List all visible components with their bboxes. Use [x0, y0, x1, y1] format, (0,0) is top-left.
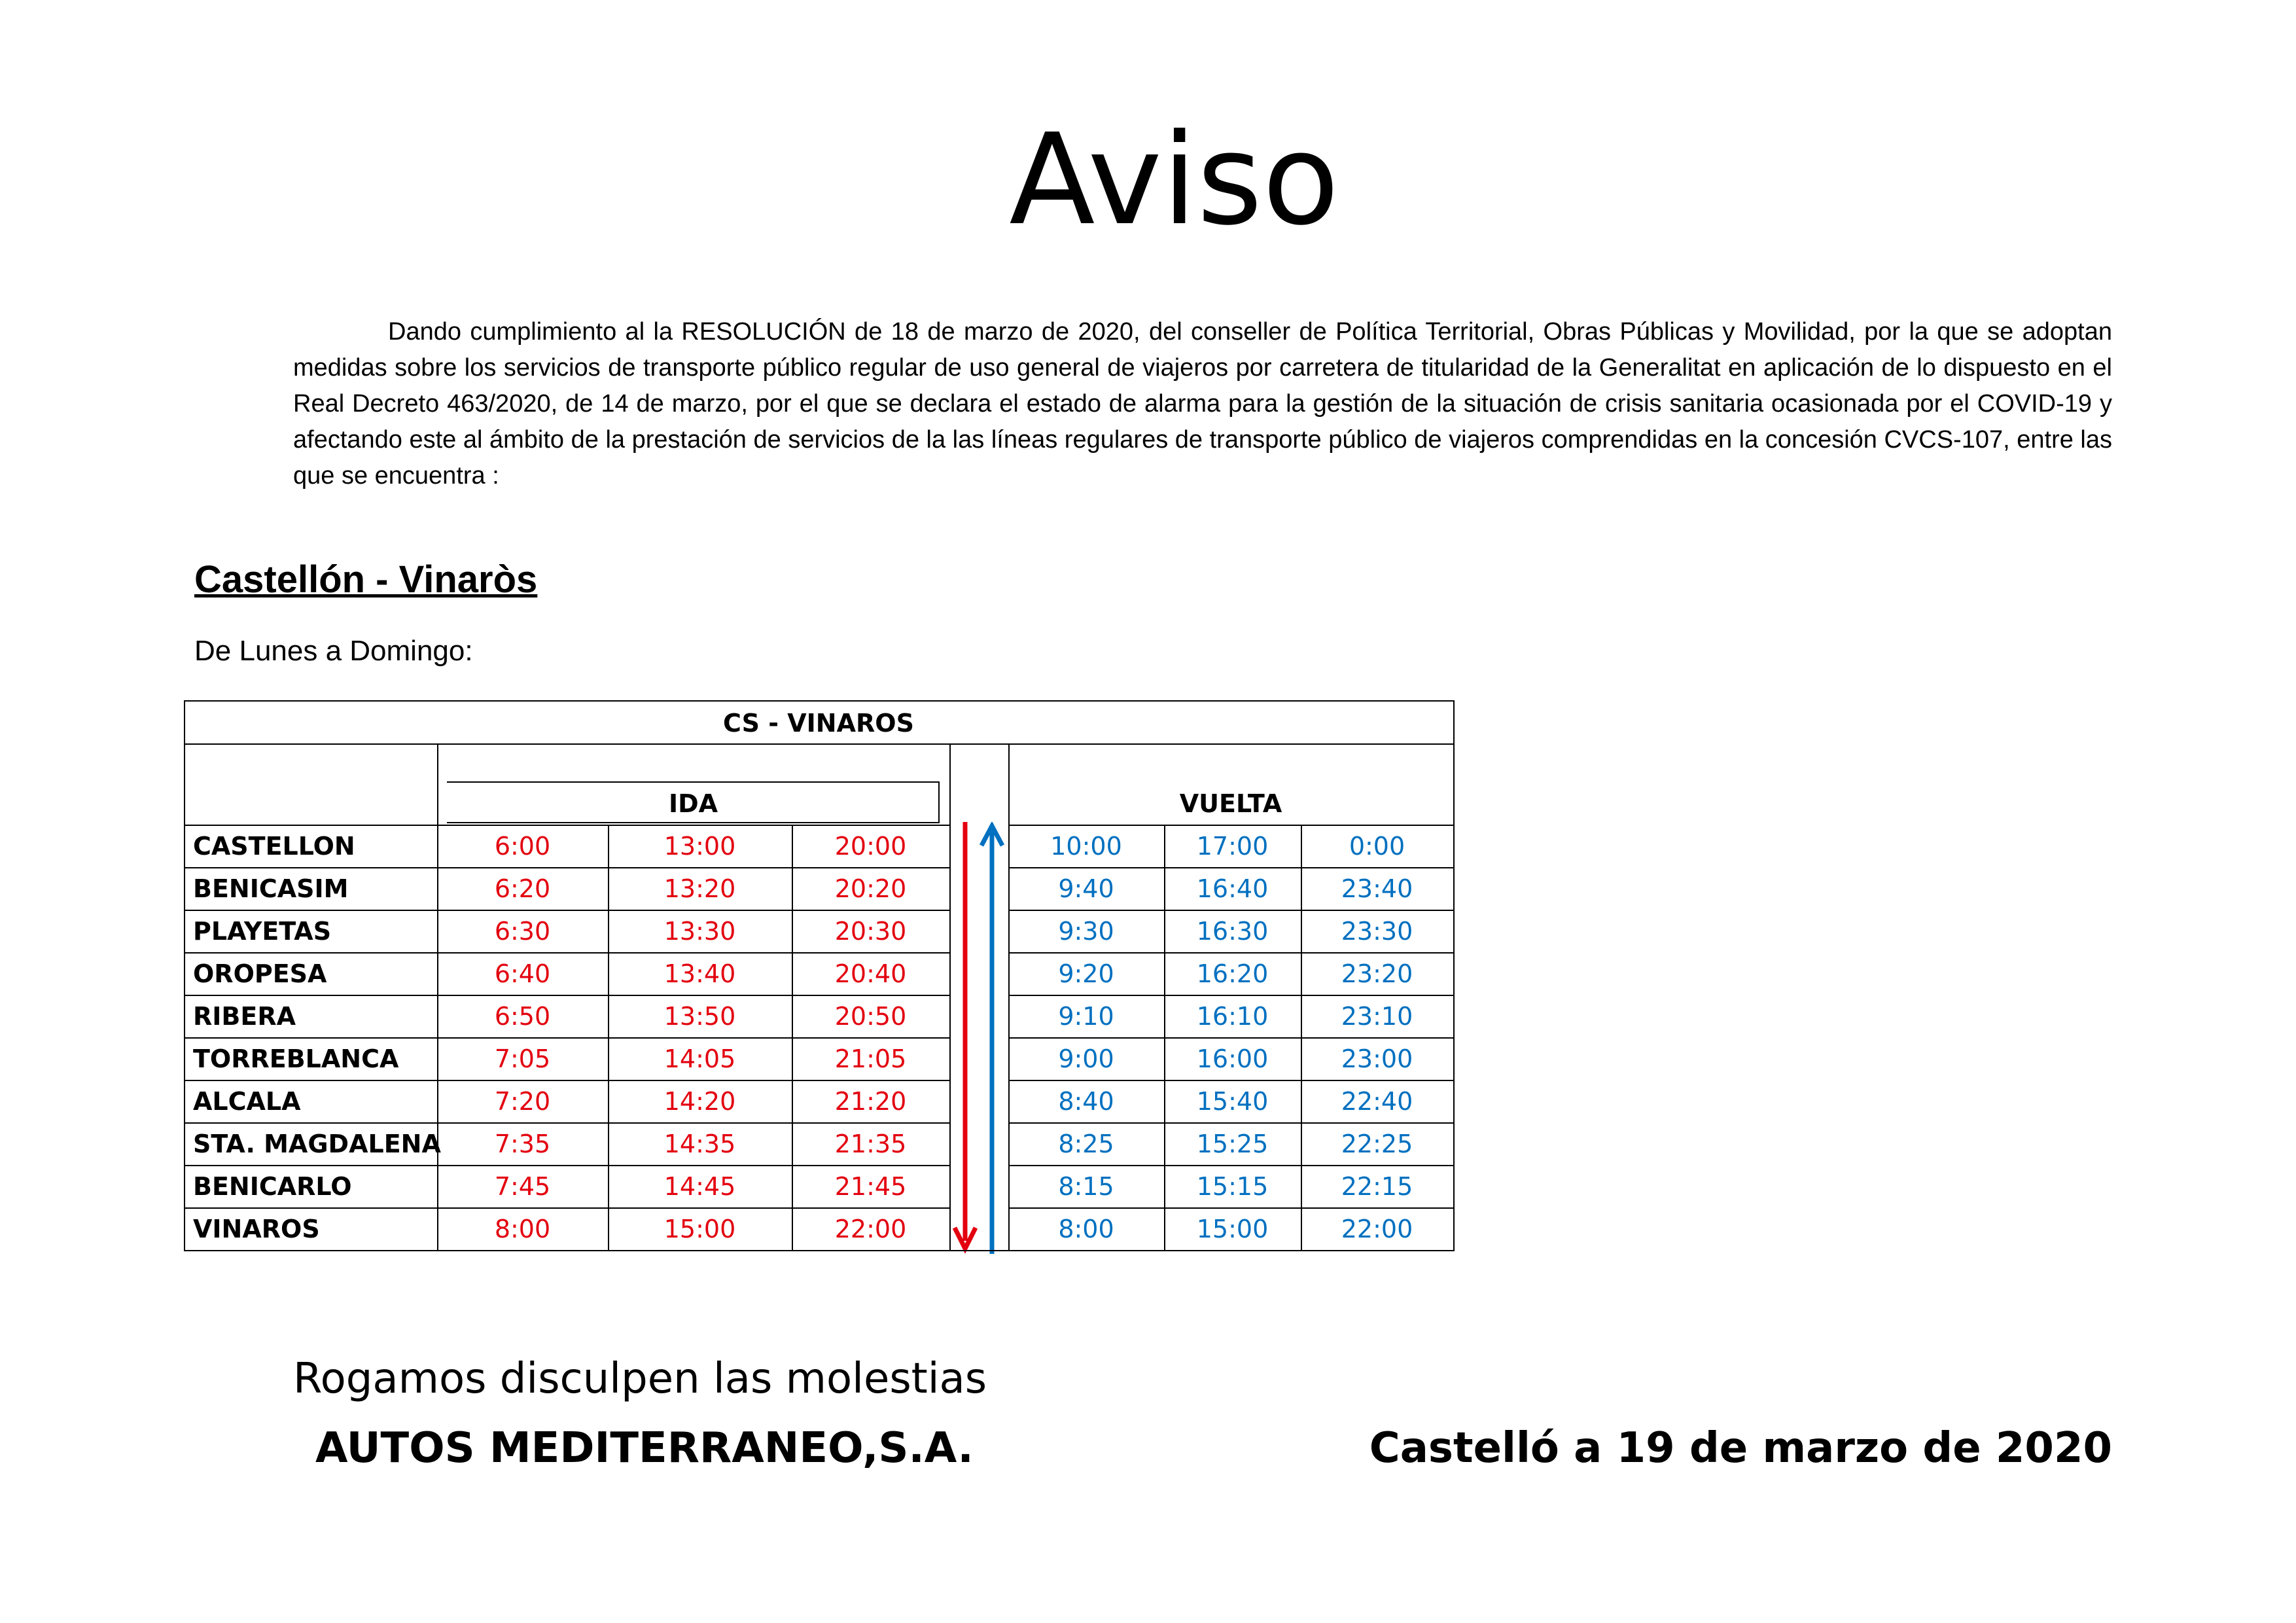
vuelta-time: 22:15	[1341, 1172, 1413, 1201]
vuelta-time: 17:00	[1196, 832, 1269, 861]
ida-time: 6:00	[494, 832, 551, 861]
row-line	[1008, 1037, 1453, 1039]
row-line	[184, 995, 949, 996]
row-line	[184, 910, 949, 911]
timetable	[184, 700, 1453, 1250]
ida-time: 14:45	[663, 1172, 736, 1201]
stop-name: BENICARLO	[193, 1172, 352, 1201]
ida-time: 22:00	[834, 1215, 907, 1243]
vuelta-time: 23:10	[1341, 1002, 1413, 1031]
ida-time: 14:20	[663, 1087, 736, 1116]
ida-time: 15:00	[663, 1215, 736, 1243]
route-title: Castellón - Vinaròs	[194, 558, 538, 601]
ida-label: IDA	[668, 789, 718, 818]
ida-time: 6:30	[494, 917, 551, 946]
ida-box-top	[447, 781, 940, 783]
stop-name: PLAYETAS	[193, 917, 332, 946]
row-line	[184, 1037, 949, 1039]
ida-time: 20:50	[834, 1002, 907, 1031]
vuelta-time: 9:30	[1058, 917, 1114, 946]
col-line	[949, 743, 951, 1250]
row-line	[1008, 1207, 1453, 1209]
table-border-bottom	[184, 1250, 1455, 1251]
row-line	[1008, 1122, 1453, 1124]
ida-time: 21:35	[834, 1130, 907, 1158]
stop-name: ALCALA	[193, 1087, 301, 1116]
row-line	[1008, 952, 1453, 954]
vuelta-time: 23:00	[1341, 1044, 1413, 1073]
vuelta-time: 16:20	[1196, 959, 1269, 988]
rows-top-right	[1008, 825, 1453, 826]
table-border-left	[184, 700, 185, 1250]
ida-time: 20:40	[834, 959, 907, 988]
vuelta-time: 8:15	[1058, 1172, 1114, 1201]
vuelta-time: 15:25	[1196, 1130, 1269, 1158]
ida-time: 7:35	[494, 1130, 551, 1158]
vuelta-time: 23:20	[1341, 959, 1413, 988]
vuelta-time: 8:40	[1058, 1087, 1114, 1116]
stop-name: VINAROS	[193, 1215, 320, 1243]
rows-top-left	[184, 825, 949, 826]
vuelta-time: 23:40	[1341, 874, 1413, 903]
intro-paragraph: Dando cumplimiento al la RESOLUCIÓN de 18 de marzo de 2020, del conseller de Política Territorial, Obras Públicas y Movilidad, por la que se adoptan medidas sobre los servicios de transporte público regular de uso general de viajeros por carretera de titularidad de la Generalitat en aplicación de lo dispuesto en el Real Decreto 463/2020, de 14 de marzo, por el que se declara el estado de alarma para la gestión de la situación de crisis sanitaria ocasionada por el COVID-19 y afectando este al ámbito de la prestación de servicios de la las líneas regulares de transporte público de viajeros comprendidas en la concesión CVCS-107, entre las que se encuentra :	[293, 318, 2112, 490]
vuelta-time: 16:00	[1196, 1044, 1269, 1073]
vuelta-time: 22:00	[1341, 1215, 1413, 1243]
row-line	[184, 1080, 949, 1081]
row-line	[184, 952, 949, 954]
ida-time: 21:20	[834, 1087, 907, 1116]
row-line	[1008, 867, 1453, 868]
vuelta-time: 0:00	[1349, 832, 1405, 861]
row-line	[1008, 1080, 1453, 1081]
vuelta-time: 15:15	[1196, 1172, 1269, 1201]
stop-name: TORREBLANCA	[193, 1044, 399, 1073]
ida-time: 7:05	[494, 1044, 551, 1073]
vuelta-label: VUELTA	[1179, 789, 1282, 818]
row-line	[1008, 995, 1453, 996]
ida-time: 13:00	[663, 832, 736, 861]
row-line	[184, 1122, 949, 1124]
row-line	[1008, 910, 1453, 911]
ida-time: 14:05	[663, 1044, 736, 1073]
ida-time: 14:35	[663, 1130, 736, 1158]
ida-time: 13:20	[663, 874, 736, 903]
ida-box-right	[938, 781, 940, 822]
ida-box-bottom	[447, 822, 940, 823]
vuelta-time: 16:10	[1196, 1002, 1269, 1031]
arrow-up-icon	[979, 822, 1005, 1254]
ida-time: 6:40	[494, 959, 551, 988]
timetable-header: CS - VINAROS	[723, 709, 914, 738]
ida-time: 21:45	[834, 1172, 907, 1201]
stop-name: RIBERA	[193, 1002, 296, 1031]
vuelta-time: 8:25	[1058, 1130, 1114, 1158]
row-line	[1008, 1165, 1453, 1166]
arrow-down-icon	[952, 822, 978, 1254]
stop-name: STA. MAGDALENA	[193, 1130, 441, 1158]
ida-time: 6:20	[494, 874, 551, 903]
vuelta-time: 9:40	[1058, 874, 1114, 903]
row-line	[184, 1165, 949, 1166]
vuelta-time: 22:40	[1341, 1087, 1413, 1116]
vuelta-time: 9:00	[1058, 1044, 1114, 1073]
vuelta-time: 10:00	[1050, 832, 1122, 861]
ida-time: 7:45	[494, 1172, 551, 1201]
stop-name: OROPESA	[193, 959, 327, 988]
stop-name: CASTELLON	[193, 832, 355, 861]
ida-time: 21:05	[834, 1044, 907, 1073]
table-border-top	[184, 700, 1453, 702]
vuelta-time: 23:30	[1341, 917, 1413, 946]
vuelta-time: 9:10	[1058, 1002, 1114, 1031]
vuelta-time: 16:30	[1196, 917, 1269, 946]
row-line	[184, 867, 949, 868]
place-date: Castelló a 19 de marzo de 2020	[1369, 1424, 2112, 1472]
vuelta-time: 9:20	[1058, 959, 1114, 988]
ida-time: 20:20	[834, 874, 907, 903]
ida-time: 8:00	[494, 1215, 551, 1243]
apology-text: Rogamos disculpen las molestias	[293, 1355, 987, 1403]
ida-time: 6:50	[494, 1002, 551, 1031]
vuelta-time: 8:00	[1058, 1215, 1114, 1243]
ida-time: 13:30	[663, 917, 736, 946]
ida-time: 13:40	[663, 959, 736, 988]
table-border-right	[1453, 700, 1455, 1250]
stop-name: BENICASIM	[193, 874, 349, 903]
ida-time: 7:20	[494, 1087, 551, 1116]
row-line	[184, 1207, 949, 1209]
ida-time: 20:30	[834, 917, 907, 946]
page-title: Aviso	[1009, 107, 1339, 253]
company-name: AUTOS MEDITERRANEO,S.A.	[315, 1424, 974, 1472]
vuelta-time: 15:00	[1196, 1215, 1269, 1243]
ida-time: 13:50	[663, 1002, 736, 1031]
service-days: De Lunes a Domingo:	[194, 635, 473, 667]
vuelta-time: 22:25	[1341, 1130, 1413, 1158]
header-divider	[184, 743, 1453, 745]
vuelta-time: 15:40	[1196, 1087, 1269, 1116]
vuelta-time: 16:40	[1196, 874, 1269, 903]
ida-time: 20:00	[834, 832, 907, 861]
